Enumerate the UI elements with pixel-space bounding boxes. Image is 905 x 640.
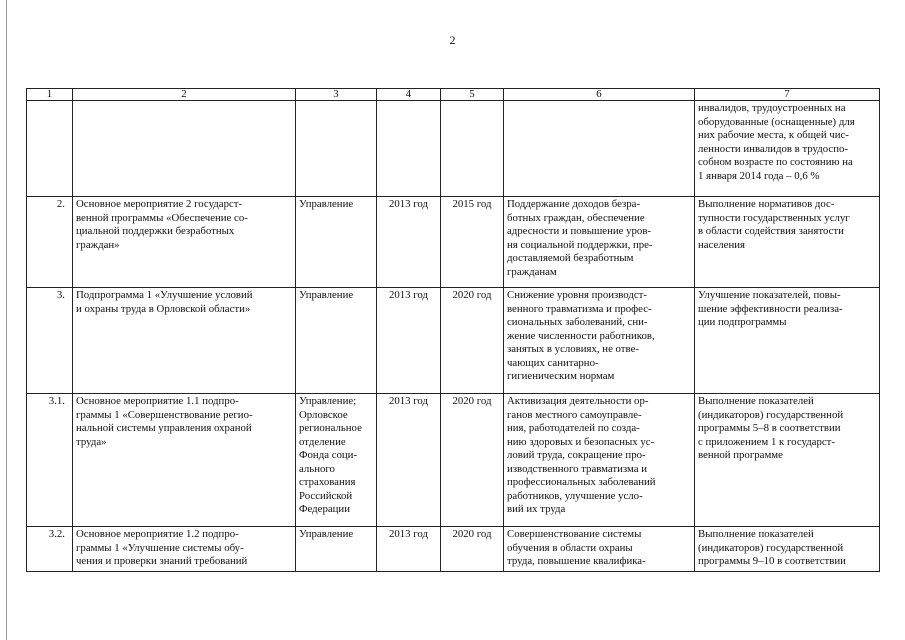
table-header-row [27, 89, 880, 101]
end-year: 2020 год [441, 394, 504, 527]
start-year: 2013 год [377, 197, 441, 288]
column-header: 7 [695, 89, 880, 101]
column-header: 5 [441, 89, 504, 101]
column-header: 4 [377, 89, 441, 101]
start-year [377, 101, 441, 197]
measure-name: Основное мероприятие 1.1 подпро- граммы 1 «Совершенствование регио- нальной системы управления охраной труда» [73, 394, 296, 527]
table-row [27, 288, 880, 394]
row-number: 3. [27, 288, 73, 394]
start-year: 2013 год [377, 394, 441, 527]
row-number: 2. [27, 197, 73, 288]
expected-result: Совершенствование системы обучения в области охраны труда, повышение квалифика- [504, 527, 695, 572]
indicator-link: инвалидов, трудоустроенных на оборудованные (оснащенные) для них рабочие места, к общей чис- ленности инвалидов в трудоспо- собном возрасте по состоянию на 1 января 2014 года – 0,6 % [695, 101, 880, 197]
column-header: 6 [504, 89, 695, 101]
table-row [27, 197, 880, 288]
executor: Управление; Орловское региональное отделение Фонда соци- ального страхования Российской Федерации [296, 394, 377, 527]
expected-result: Поддержание доходов безра- ботных граждан, обеспечение адресности и повышение уров- ня социальной поддержки, пре- доставляемой безработным гражданам [504, 197, 695, 288]
table-row [27, 394, 880, 527]
row-number: 3.1. [27, 394, 73, 527]
executor: Управление [296, 527, 377, 572]
end-year: 2020 год [441, 288, 504, 394]
column-header: 1 [27, 89, 73, 101]
indicator-link: Улучшение показателей, повы- шение эффективности реализа- ции подпрограммы [695, 288, 880, 394]
indicator-link: Выполнение показателей (индикаторов) государственной программы 5–8 в соответствии с приложением 1 к государст- венной программе [695, 394, 880, 527]
indicator-link: Выполнение нормативов дос- тупности государственных услуг в области содействия занятости населения [695, 197, 880, 288]
column-header: 2 [73, 89, 296, 101]
expected-result: Активизация деятельности ор- ганов местного самоуправле- ния, работодателей по созда- нию здоровых и безопасных ус- ловий труда, сокращение про- изводственного травматизма и профессиональных заболеваний работников, улучшение усло- вий их труда [504, 394, 695, 527]
indicator-link: Выполнение показателей (индикаторов) государственной программы 9–10 в соответствии [695, 527, 880, 572]
measure-name: Основное мероприятие 1.2 подпро- граммы 1 «Улучшение системы обу- чения и проверки знаний требований [73, 527, 296, 572]
program-table [26, 88, 880, 572]
table-row [27, 101, 880, 197]
expected-result [504, 101, 695, 197]
end-year: 2015 год [441, 197, 504, 288]
executor: Управление [296, 288, 377, 394]
column-header: 3 [296, 89, 377, 101]
start-year: 2013 год [377, 527, 441, 572]
measure-name: Подпрограмма 1 «Улучшение условий и охраны труда в Орловской области» [73, 288, 296, 394]
start-year: 2013 год [377, 288, 441, 394]
row-number: 3.2. [27, 527, 73, 572]
measure-name [73, 101, 296, 197]
page-edge-line [6, 0, 7, 640]
measure-name: Основное мероприятие 2 государст- венной программы «Обеспечение со- циальной поддержки безработных граждан» [73, 197, 296, 288]
end-year: 2020 год [441, 527, 504, 572]
executor [296, 101, 377, 197]
page-number: 2 [449, 33, 456, 47]
table-row [27, 527, 880, 572]
row-number [27, 101, 73, 197]
expected-result: Снижение уровня производст- венного травматизма и профес- сиональных заболеваний, сни- жение численности работников, занятых в условиях, не отве- чающих санитарно- гигиеническим нормам [504, 288, 695, 394]
end-year [441, 101, 504, 197]
executor: Управление [296, 197, 377, 288]
